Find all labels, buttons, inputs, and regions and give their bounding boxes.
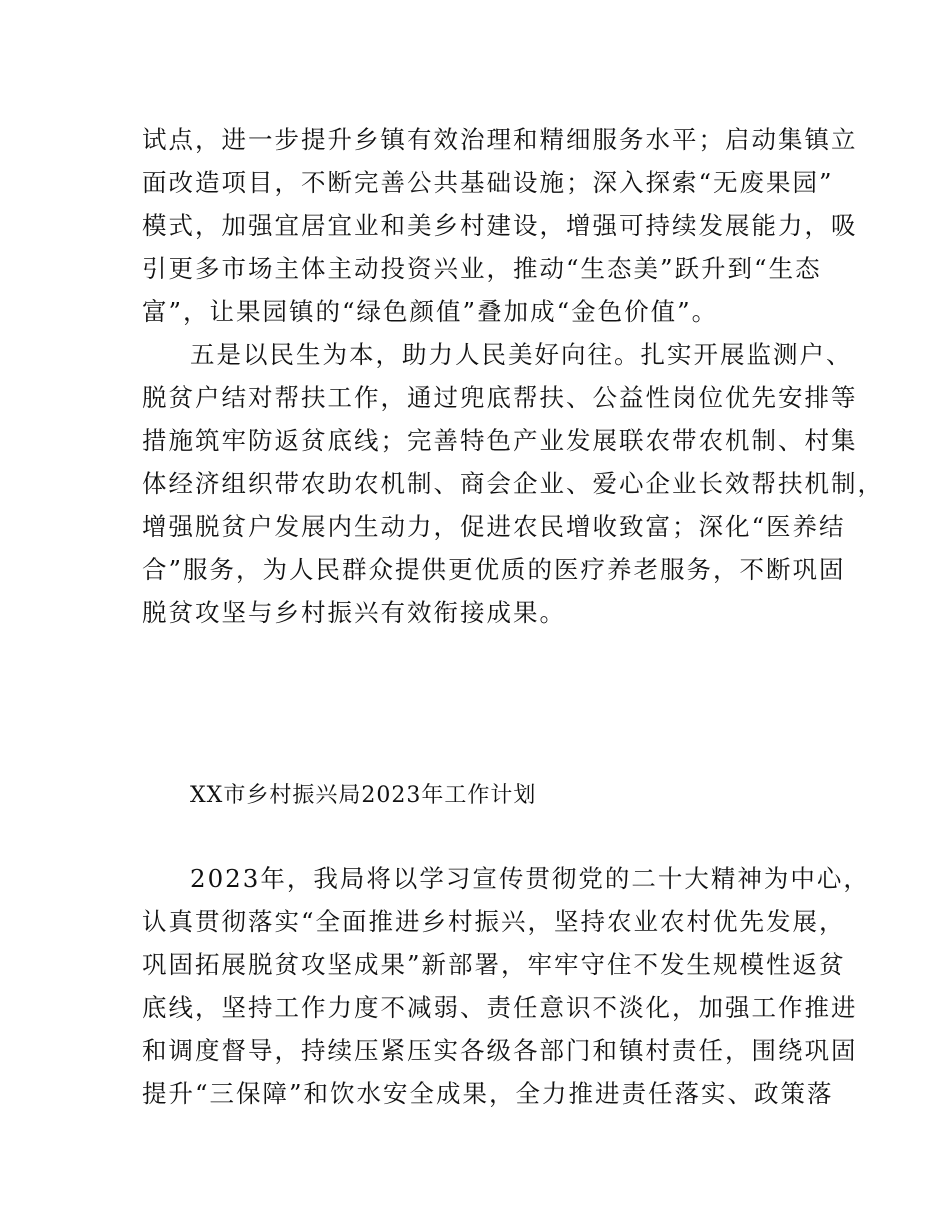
paragraph-line: 体经济组织带农助农机制、商会企业、爱心企业长效帮扶机制，: [142, 469, 884, 498]
paragraph-line: 和调度督导，持续压紧压实各级各部门和镇村责任，围绕巩固: [142, 1036, 858, 1065]
paragraph-line: 引更多市场主体主动投资兴业，推动“生态美”跃升到“生态: [142, 254, 822, 283]
paragraph-line: 合”服务，为人民群众提供更优质的医疗养老服务，不断巩固: [142, 555, 846, 584]
paragraph-line: 五是以民生为本，助力人民美好向往。扎实开展监测户、: [190, 340, 853, 369]
paragraph-line: 2023年，我局将以学习宣传贯彻党的二十大精神为中心，: [190, 864, 870, 893]
paragraph-line: 脱贫攻坚与乡村振兴有效衔接成果。: [142, 598, 566, 627]
paragraph-line: 巩固拓展脱贫攻坚成果”新部署，牢牢守住不发生规模性返贫: [142, 950, 846, 979]
paragraph-line: 增强脱贫户发展内生动力，促进农民增收致富；深化“医养结: [142, 512, 846, 541]
document-title: XX市乡村振兴局2023年工作计划: [190, 783, 537, 808]
paragraph-line: 模式，加强宜居宜业和美乡村建设，增强可持续发展能力，吸: [142, 211, 858, 240]
paragraph-line: 认真贯彻落实“全面推进乡村振兴，坚持农业农村优先发展，: [142, 907, 846, 936]
paragraph-line: 面改造项目，不断完善公共基础设施；深入探索“无废果园”: [142, 168, 834, 197]
paragraph-line: 试点，进一步提升乡镇有效治理和精细服务水平；启动集镇立: [142, 125, 858, 154]
paragraph-line: 脱贫户结对帮扶工作，通过兜底帮扶、公益性岗位优先安排等: [142, 383, 858, 412]
paragraph-line: 底线，坚持工作力度不减弱、责任意识不淡化，加强工作推进: [142, 993, 858, 1022]
paragraph-line: 措施筑牢防返贫底线；完善特色产业发展联农带农机制、村集: [142, 426, 858, 455]
paragraph-line: 富”，让果园镇的“绿色颜值”叠加成“金色价值”。: [142, 297, 719, 326]
paragraph-line: 提升“三保障”和饮水安全成果，全力推进责任落实、政策落: [142, 1079, 834, 1108]
